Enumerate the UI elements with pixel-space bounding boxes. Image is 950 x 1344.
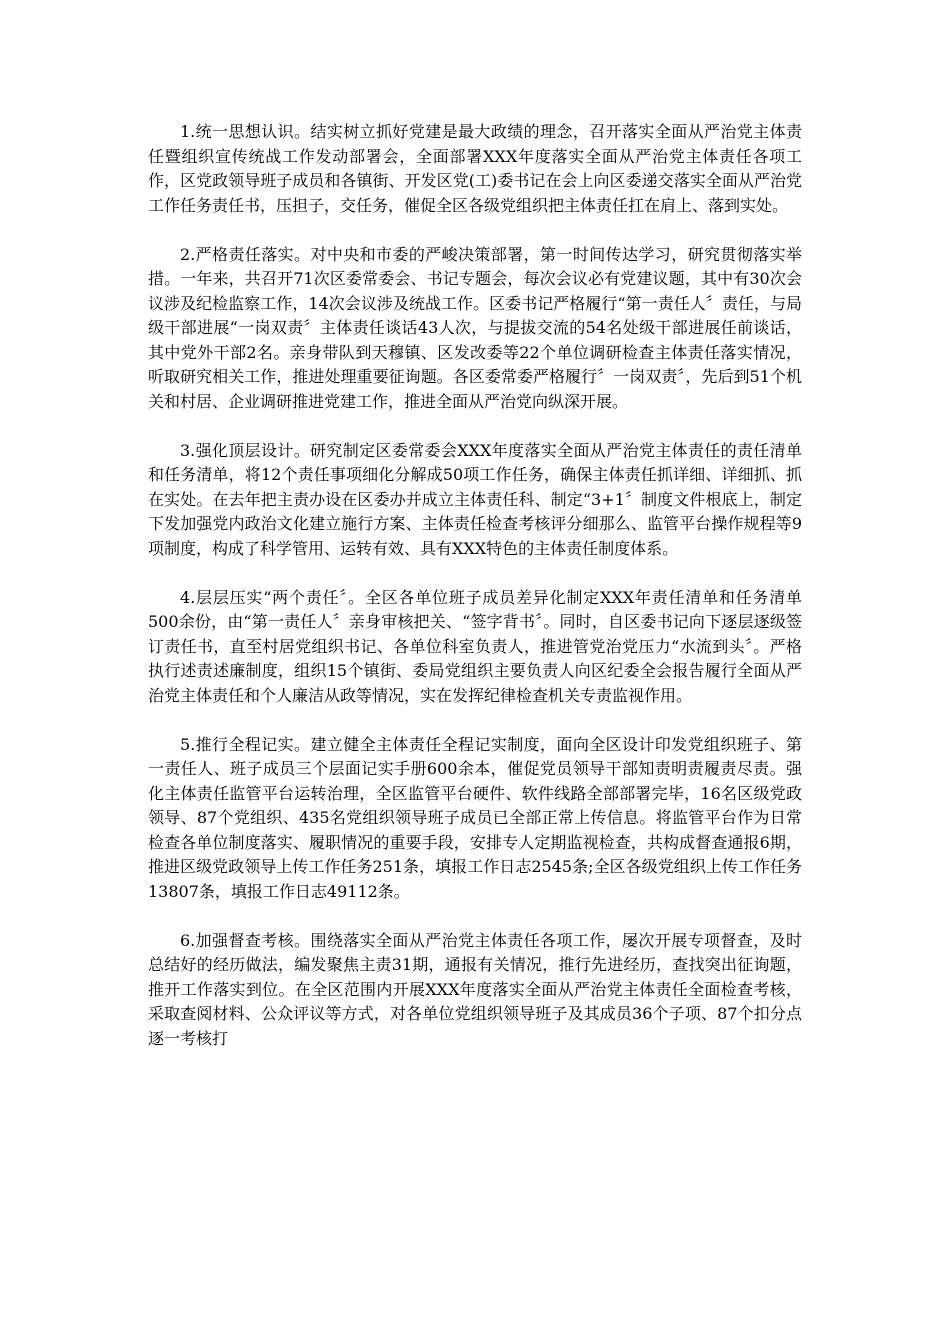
paragraph-1: 1.统一思想认识。结实树立抓好党建是最大政绩的理念，召开落实全面从严治党主体责任暨组织宣传统战工作发动部署会，全面部署XXX年度落实全面从严治党主体责任各项工作，区党政领导班子成员和各镇街、开发区党(工)委书记在会上向区委递交落实全面从严治党工作任务责任书，压担子，交任务，催促全区各级党组织把主体责任扛在肩上、落到实处。 bbox=[148, 122, 802, 215]
document-body bbox=[148, 120, 802, 1076]
paragraph-4: 4.层层压实“两个责任〞。全区各单位班子成员差异化制定XXX年责任清单和任务清单500余份，由“第一责任人〞亲身审核把关、“签字背书〞。同时，自区委书记向下逐层逐级签订责任书，直至村居党组织书记、各单位科室负责人，推进管党治党压力“水流到头〞。严格执行述责述廉制度，组织15个镇街、委局党组织主要负责人向区纪委全会报告履行全面从严治党主体责任和个人廉洁从政等情况，实在发挥纪律检查机关专责监视作用。 bbox=[148, 587, 802, 705]
paragraph-5: 5.推行全程记实。建立健全主体责任全程记实制度，面向全区设计印发党组织班子、第一责任人、班子成员三个层面记实手册600余本，催促党员领导干部知责明责履责尽责。强化主体责任监管平台运转治理，全区监管平台硬件、软件线路全部部署完毕，16名区级党政领导、87个党组织、435名党组织领导班子成员已全部正常上传信息。将监管平台作为日常检查各单位制度落实、履职情况的重要手段，安排专人定期监视检查，共构成督查通报6期，推进区级党政领导上传工作任务251条，填报工作日志2545条;全区各级党组织上传工作任务13807条，填报工作日志49112条。 bbox=[148, 734, 802, 901]
paragraph-6: 6.加强督查考核。围绕落实全面从严治党主体责任各项工作，屡次开展专项督查，及时总结好的经历做法，编发聚焦主责31期，通报有关情况，推行先进经历，查找突出征询题，推开工作落实到位。在全区范围内开展XXX年度落实全面从严治党主体责任全面检查考核，采取查阅材料、公众评议等方式，对各单位党组织领导班子及其成员36个子项、87个扣分点逐一考核打 bbox=[148, 930, 802, 1048]
paragraph-2: 2.严格责任落实。对中央和市委的严峻决策部署，第一时间传达学习，研究贯彻落实举措。一年来，共召开71次区委常委会、书记专题会，每次会议必有党建议题，其中有30次会议涉及纪检监察工作，14次会议涉及统战工作。区委书记严格履行“第一责任人〞责任，与局级干部进展“一岗双责〞主体责任谈话43人次，与提拔交流的54名处级干部进展任前谈话，其中党外干部2名。亲身带队到天穆镇、区发改委等22个单位调研检查主体责任落实情况，听取研究相关工作，推进处理重要征询题。各区委常委严格履行〞一岗双责〞，先后到51个机关和村居、企业调研推进党建工作，推进全面从严治党向纵深开展。 bbox=[148, 244, 802, 411]
paragraph-3: 3.强化顶层设计。研究制定区委常委会XXX年度落实全面从严治党主体责任的责任清单和任务清单，将12个责任事项细化分解成50项工作任务，确保主体责任抓详细、详细抓、抓在实处。在去年把主责办设在区委办并成立主体责任科、制定“3+1〞制度文件根底上，制定下发加强党内政治文化建立施行方案、主体责任检查考核评分细那么、监管平台操作规程等9项制度，构成了科学管用、运转有效、具有XXX特色的主体责任制度体系。 bbox=[148, 440, 802, 558]
